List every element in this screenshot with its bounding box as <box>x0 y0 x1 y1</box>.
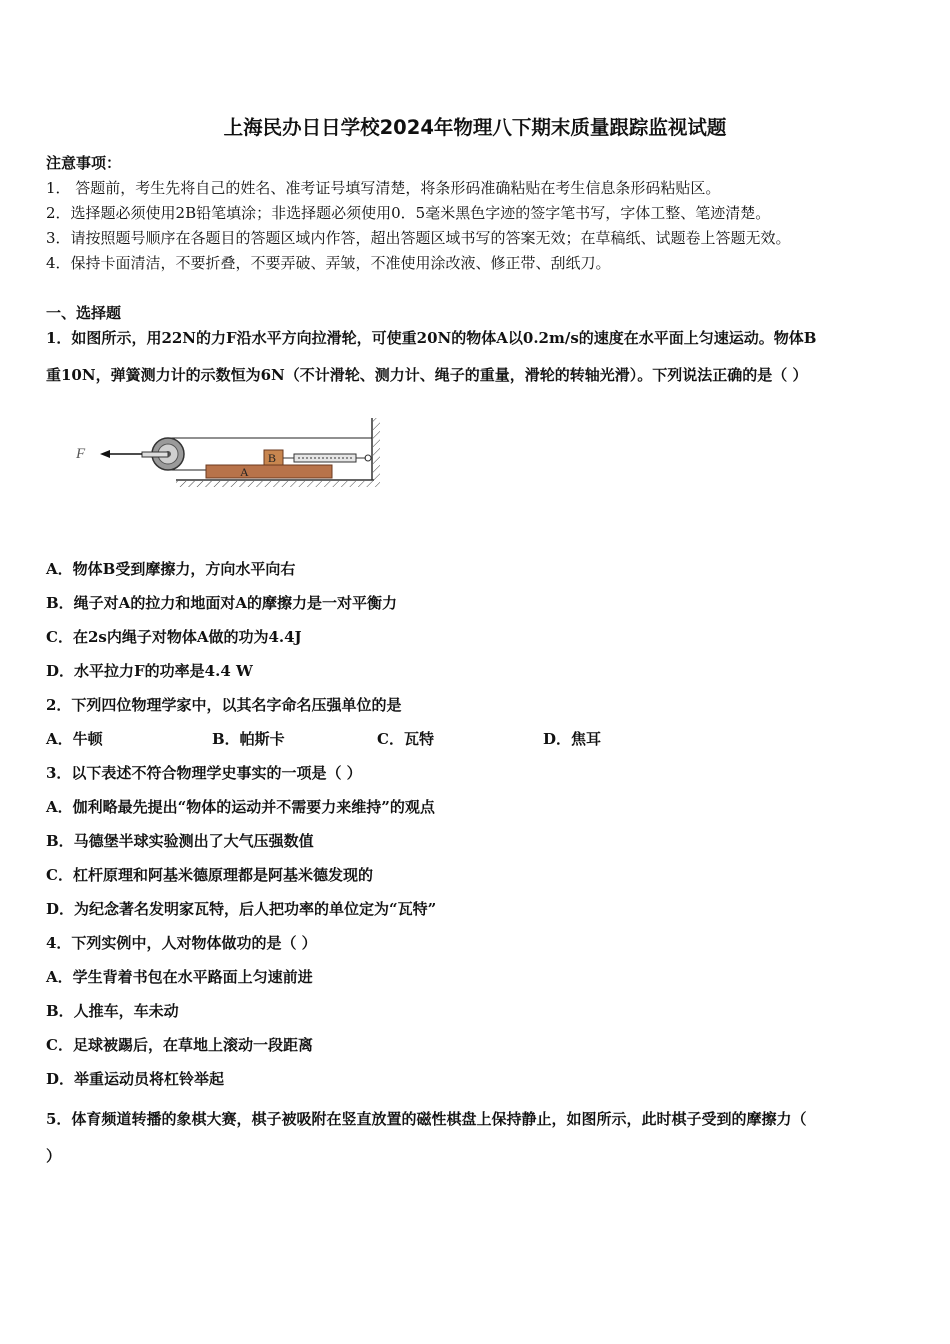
ground-hatch <box>176 481 374 487</box>
block-b-label: B <box>268 451 277 465</box>
pulley-handle <box>142 452 168 457</box>
block-a-label: A <box>240 465 249 479</box>
pulley-diagram <box>66 414 386 492</box>
question-1-option: C．在2s内绳子对物体A做的功为4.4J <box>46 628 302 646</box>
question-4-stem: 4．下列实例中，人对物体做功的是（ ） <box>46 934 317 952</box>
question-4-option: D．举重运动员将杠铃举起 <box>46 1070 225 1088</box>
notice-item: 3．请按照题号顺序在各题目的答题区域内作答，超出答题区域书写的答案无效；在草稿纸、试题卷上答题无效。 <box>46 229 791 247</box>
force-label: F <box>76 446 86 462</box>
question-2-option: B．帕斯卡 <box>212 730 285 748</box>
question-1-stem: 1．如图所示，用22N的力F沿水平方向拉滑轮，可使重20N的物体A以0.2m/s的速度在水平面上匀速运动。物体B <box>46 329 817 347</box>
question-1-option: B．绳子对A的拉力和地面对A的摩擦力是一对平衡力 <box>46 594 397 612</box>
notice-heading: 注意事项： <box>46 154 122 172</box>
notice-item: 1． 答题前，考生先将自己的姓名、准考证号填写清楚，将条形码准确粘贴在考生信息条形码粘贴区。 <box>46 179 721 197</box>
notice-item: 4．保持卡面清洁，不要折叠，不要弄破、弄皱，不准使用涂改液、修正带、刮纸刀。 <box>46 254 611 272</box>
question-4-option: C．足球被踢后，在草地上滚动一段距离 <box>46 1036 313 1054</box>
question-4-option: B．人推车，车未动 <box>46 1002 179 1020</box>
notice-item: 2．选择题必须使用2B铅笔填涂；非选择题必须使用0．5毫米黑色字迹的签字笔书写，字体工整、笔迹清楚。 <box>46 204 771 222</box>
question-1-option: D．水平拉力F的功率是4.4 W <box>46 662 253 680</box>
question-3-option: B．马德堡半球实验测出了大气压强数值 <box>46 832 314 850</box>
question-2-stem: 2．下列四位物理学家中，以其名字命名压强单位的是 <box>46 696 402 714</box>
question-1-option: A．物体B受到摩擦力，方向水平向右 <box>46 560 296 578</box>
wall-hatch <box>373 418 380 487</box>
question-5-stem-cont: ） <box>46 1147 62 1165</box>
block-a <box>206 465 332 478</box>
question-3-stem: 3．以下表述不符合物理学史事实的一项是（ ） <box>46 764 362 782</box>
question-3-option: C．杠杆原理和阿基米德原理都是阿基米德发现的 <box>46 866 373 884</box>
question-1-stem-cont: 重10N，弹簧测力计的示数恒为6N（不计滑轮、测力计、绳子的重量，滑轮的转轴光滑）。下列说法正确的是（ ） <box>46 366 808 384</box>
section-heading: 一、选择题 <box>46 304 122 322</box>
question-2-option: D．焦耳 <box>543 730 602 748</box>
question-4-option: A．学生背着书包在水平路面上匀速前进 <box>46 968 313 986</box>
question-3-option: A．伽利略最先提出“物体的运动并不需要力来维持”的观点 <box>46 798 435 816</box>
question-2-option: C．瓦特 <box>377 730 434 748</box>
question-2-option: A．牛顿 <box>46 730 103 748</box>
page-title: 上海民办日日学校2024年物理八下期末质量跟踪监视试题 <box>223 116 727 139</box>
question-3-option: D．为纪念著名发明家瓦特，后人把功率的单位定为“瓦特” <box>46 900 437 918</box>
question-5-stem: 5．体育频道转播的象棋大赛，棋子被吸附在竖直放置的磁性棋盘上保持静止，如图所示，此时棋子受到的摩擦力（ <box>46 1110 807 1128</box>
